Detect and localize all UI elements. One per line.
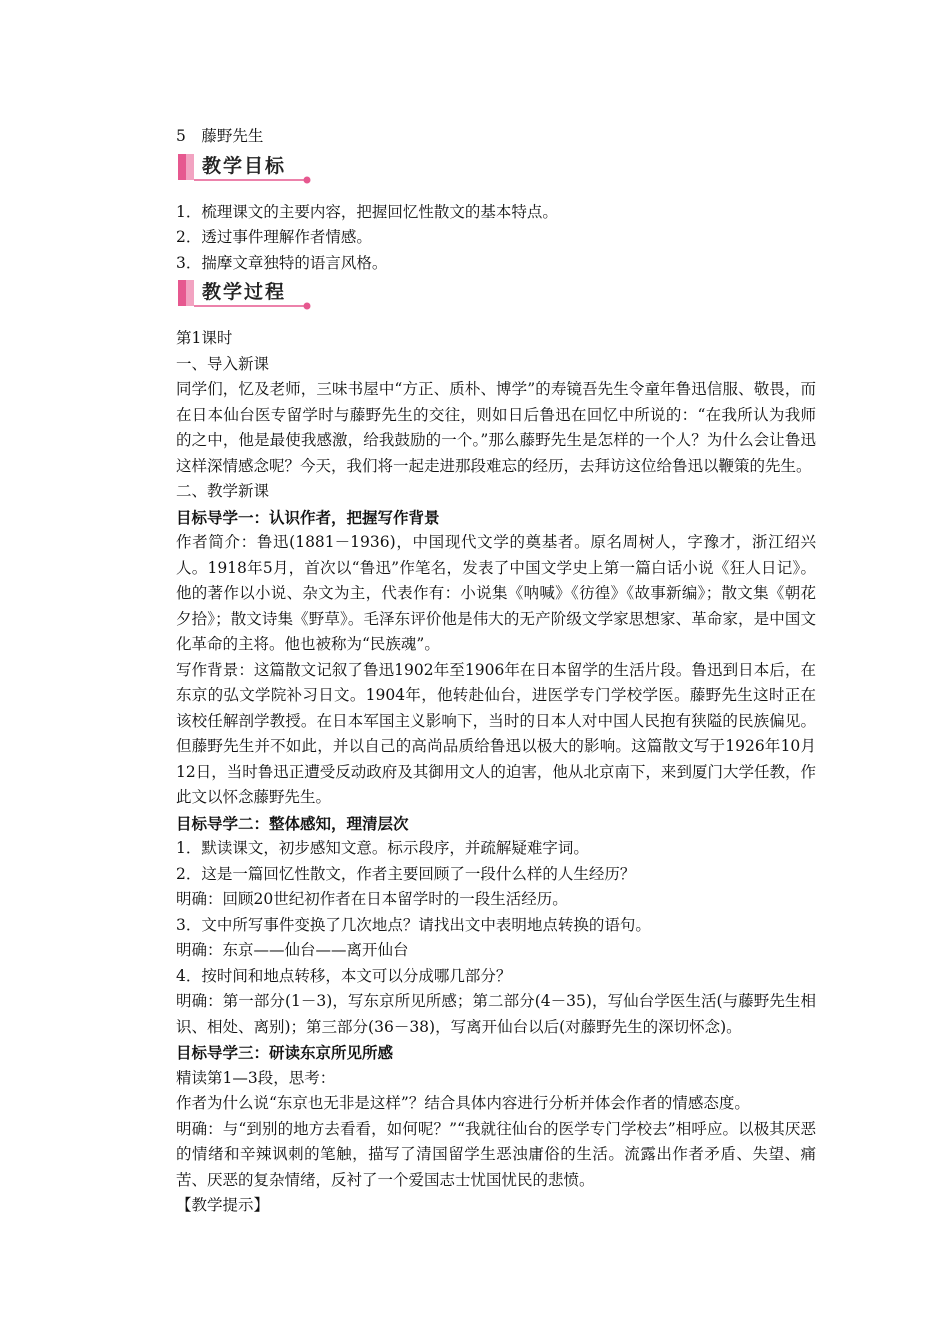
target-heading: 目标导学二：整体感知，理清层次 <box>176 813 409 833</box>
document-content <box>176 124 816 1219</box>
banner-process-label: 教学过程 <box>202 281 287 303</box>
banner-goals-label: 教学目标 <box>202 154 287 177</box>
section-heading: 二、教学新课 <box>176 482 270 500</box>
list-item: 2．这是一篇回忆性散文，作者主要回顾了一段什么样的人生经历？ <box>176 864 636 883</box>
target-heading: 目标导学一：认识作者，把握写作背景 <box>176 507 440 527</box>
goal-item: 1．梳理课文的主要内容，把握回忆性散文的基本特点。 <box>176 202 558 221</box>
question-paragraph: 作者为什么说“东京也无非是这样”？结合具体内容进行分析并体会作者的情感态度。 <box>176 1094 750 1112</box>
list-item: 4．按时间和地点转移，本文可以分成哪几部分？ <box>176 966 512 985</box>
goal-item: 3．揣摩文章独特的语言风格。 <box>176 253 388 272</box>
list-item: 明确：回顾20世纪初作者在日本留学时的一段生活经历。 <box>176 890 568 908</box>
page-title: 5 藤野先生 <box>176 127 264 145</box>
list-item: 1．默读课文，初步感知文意。标示段序，并疏解疑难字词。 <box>176 839 589 857</box>
section-heading: 一、导入新课 <box>176 354 270 373</box>
answer-paragraph: 明确：第一部分(1－3)，写东京所见所感；第二部分(4－35)，写仙台学医生活(与藤野先生相识、相处、离别)；第三部分(36－38)，写离开仙台以后(对藤野先生的深切怀念)。 <box>176 992 816 1036</box>
background-paragraph: 写作背景：这篇散文记叙了鲁迅1902年至1906年在日本留学的生活片段。鲁迅到日本后，在东京的弘文学院补习日文。1904年，他转赴仙台，进医学专门学校学医。藤野先生这时正在该校任解剖学教授。在日本军国主义影响下，当时的日本人对中国人民抱有狭隘的民族偏见。但藤野先生并不如此，并以自己的高尚品质给鲁迅以极大的影响。这篇散文写于1926年10月12日，当时鲁迅正遭受反动政府及其御用文人的迫害，他从北京南下，来到厦门大学任教，作此文以怀念藤野先生。 <box>176 660 816 806</box>
section-banner-goals <box>176 150 316 188</box>
list-item: 精读第1—3段，思考： <box>176 1068 336 1087</box>
author-paragraph: 作者简介：鲁迅(1881－1936)，中国现代文学的奠基者。原名周树人，字豫才，浙江绍兴人。1918年5月，首次以“鲁迅”作笔名，发表了中国文学史上第一篇白话小说《狂人日记》。他的著作以小说、杂文为主，代表作有：小说集《呐喊》《彷徨》《故事新编》；散文集《朝花夕拾》；散文诗集《野草》。毛泽东评价他是伟大的无产阶级文学家思想家、革命家，是中国文化革命的主将。他也被称为“民族魂”。 <box>176 533 816 653</box>
goal-item: 2．透过事件理解作者情感。 <box>176 228 372 246</box>
section-banner-process <box>176 276 316 314</box>
list-item: 明确：东京——仙台——离开仙台 <box>176 941 409 959</box>
intro-paragraph: 同学们，忆及老师，三味书屋中“方正、质朴、博学”的寿镜吾先生令童年鲁迅信服、敬畏，而在日本仙台医专留学时与藤野先生的交往，则如日后鲁迅在回忆中所说的：“在我所认为我师的之中，他是最使我感激，给我鼓励的一个。”那么藤野先生是怎样的一个人？为什么会让鲁迅这样深情感念呢？今天，我们将一起走进那段难忘的经历，去拜访这位给鲁迅以鞭策的先生。 <box>176 380 816 475</box>
answer-paragraph: 明确：与“到别的地方去看看，如何呢？”“我就往仙台的医学专门学校去”相呼应。以极其厌恶的情绪和辛辣讽刺的笔触，描写了清国留学生恶浊庸俗的生活。流露出作者矛盾、失望、痛苦、厌恶的复杂情绪，反衬了一个爱国志士忧国忧民的悲愤。 <box>176 1119 816 1189</box>
list-item: 3．文中所写事件变换了几次地点？请找出文中表明地点转换的语句。 <box>176 915 651 934</box>
teaching-tip-label: 【教学提示】 <box>176 1196 270 1214</box>
lesson-label: 第1课时 <box>176 329 233 347</box>
target-heading: 目标导学三：研读东京所见所感 <box>176 1043 394 1062</box>
